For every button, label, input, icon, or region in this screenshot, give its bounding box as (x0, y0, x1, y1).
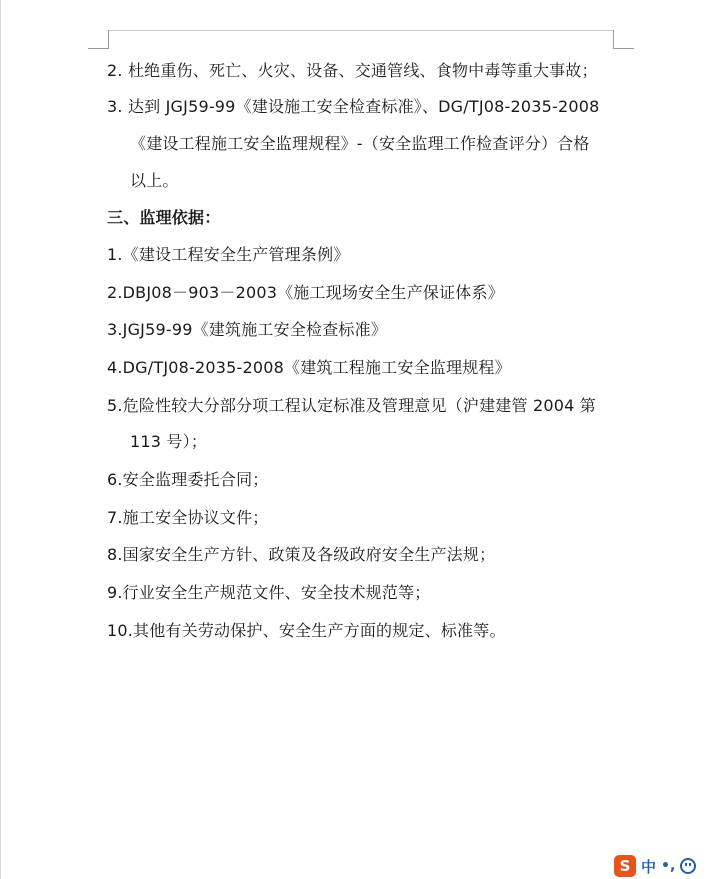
list-item: 8.国家安全生产方针、政策及各级政府安全生产法规； (107, 545, 496, 564)
list-item: 3. 达到 JGJ59-99《建设施工安全检查标准》、DG/TJ08-2035-2008 (107, 97, 600, 116)
smiley-icon[interactable] (680, 858, 696, 874)
list-item: 2. 杜绝重伤、死亡、火灾、设备、交通管线、食物中毒等重大事故； (107, 61, 598, 80)
list-item: 6.安全监理委托合同； (107, 470, 269, 489)
ime-mode-toggle[interactable]: 中 (641, 857, 657, 876)
list-item: 4.DG/TJ08-2035-2008《建筑工程施工安全监理规程》 (107, 358, 511, 377)
list-item-continuation: 以上。 (130, 171, 179, 190)
section-heading: 三、监理依据： (107, 208, 221, 227)
list-item-continuation: 《建设工程施工安全监理规程》-（安全监理工作检查评分）合格 (130, 134, 590, 153)
list-item-continuation: 113 号）； (130, 432, 208, 451)
list-item: 5.危险性较大分部分项工程认定标准及管理意见（沪建建管 2004 第 (107, 396, 596, 415)
list-item: 9.行业安全生产规范文件、安全技术规范等； (107, 583, 431, 602)
list-item: 3.JGJ59-99《建筑施工安全检查标准》 (107, 320, 387, 339)
ime-punctuation-toggle[interactable]: •, (661, 858, 676, 874)
list-item: 1.《建设工程安全生产管理条例》 (107, 245, 350, 264)
ime-toolbar[interactable] (614, 853, 721, 879)
sogou-logo-icon[interactable]: S (614, 855, 636, 877)
list-item: 2.DBJ08－903－2003《施工现场安全生产保证体系》 (107, 283, 504, 302)
list-item: 10.其他有关劳动保护、安全生产方面的规定、标准等。 (107, 621, 506, 640)
list-item: 7.施工安全协议文件； (107, 508, 269, 527)
